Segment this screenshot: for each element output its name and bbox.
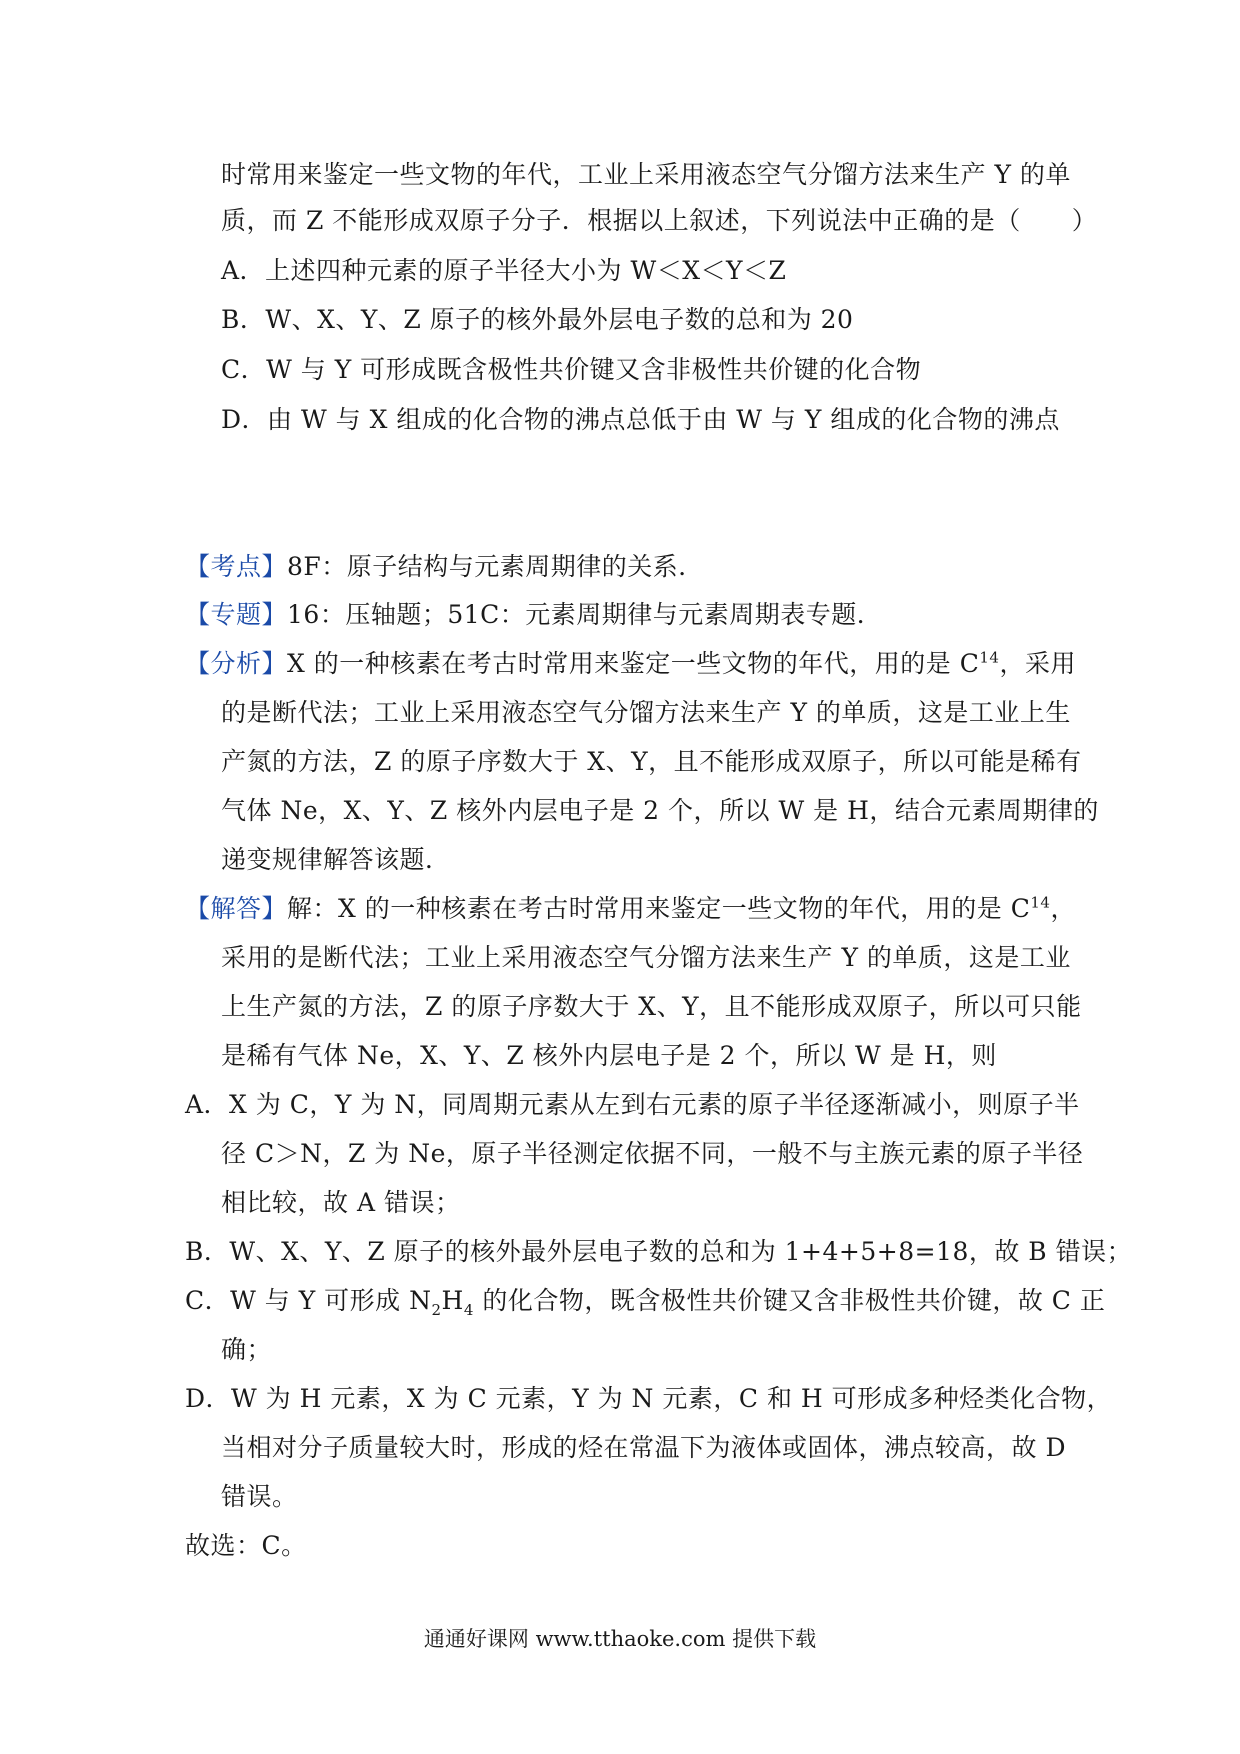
answer-d-line-1: D．W 为 H 元素，X 为 C 元素，Y 为 N 元素，C 和 H 可形成多种烃类化合物， bbox=[185, 1384, 1113, 1413]
answer-a-line-3: 相比较，故 A 错误； bbox=[221, 1188, 461, 1217]
fenxi-line-1 bbox=[185, 647, 1076, 681]
jieda-text-1a: 解：X 的一种核素在考古时常用来鉴定一些文物的年代，用的是 C bbox=[287, 894, 1031, 923]
fenxi-text-1a: X 的一种核素在考古时常用来鉴定一些文物的年代，用的是 C bbox=[287, 649, 980, 678]
option-b: B．W、X、Y、Z 原子的核外最外层电子数的总和为 20 bbox=[221, 305, 854, 334]
kaodian-line bbox=[185, 550, 704, 584]
answer-c-subscript-1: 2 bbox=[431, 1301, 442, 1319]
fenxi-line-5: 递变规律解答该题． bbox=[221, 845, 451, 874]
fenxi-text-1b: ，采用 bbox=[999, 649, 1076, 678]
answer-c-text-a: C．W 与 Y 可形成 N bbox=[185, 1286, 432, 1315]
jieda-text-1b: ， bbox=[1050, 894, 1076, 923]
footer-credit: 通通好课网 www.tthaoke.com 提供下载 bbox=[423, 1627, 817, 1651]
zhuanti-text: 16：压轴题；51C：元素周期律与元素周期表专题． bbox=[287, 600, 883, 629]
fenxi-line-3: 产氮的方法，Z 的原子序数大于 X、Y，且不能形成双原子，所以可能是稀有 bbox=[221, 747, 1082, 776]
jieda-line-1 bbox=[185, 892, 1076, 926]
answer-c-line-2: 确； bbox=[221, 1335, 273, 1364]
jieda-line-3: 上生产氮的方法，Z 的原子序数大于 X、Y，且不能形成双原子，所以可只能 bbox=[221, 992, 1082, 1021]
question-line-1: 时常用来鉴定一些文物的年代，工业上采用液态空气分馏方法来生产 Y 的单 bbox=[221, 160, 1071, 189]
answer-d-line-2: 当相对分子质量较大时，形成的烃在常温下为液体或固体，沸点较高，故 D bbox=[221, 1433, 1066, 1462]
zhuanti-tag: 【专题】 bbox=[185, 600, 288, 629]
question-line-2: 质，而 Z 不能形成双原子分子．根据以上叙述，下列说法中正确的是（ ） bbox=[221, 206, 1098, 235]
answer-a-line-1: A．X 为 C，Y 为 N，同周期元素从左到右元素的原子半径逐渐减小，则原子半 bbox=[185, 1090, 1080, 1119]
answer-c-subscript-2: 4 bbox=[463, 1301, 474, 1319]
answer-b-line-1: B．W、X、Y、Z 原子的核外最外层电子数的总和为 1+4+5+8=18，故 B 错误； bbox=[185, 1237, 1133, 1266]
option-c: C．W 与 Y 可形成既含极性共价键又含非极性共价键的化合物 bbox=[221, 355, 922, 384]
answer-d-line-3: 错误。 bbox=[221, 1482, 298, 1511]
kaodian-tag: 【考点】 bbox=[185, 552, 288, 581]
answer-c-text-c: 的化合物，既含极性共价键又含非极性共价键，故 C 正 bbox=[473, 1286, 1106, 1315]
jieda-superscript: 14 bbox=[1030, 893, 1051, 912]
answer-c-text-b: H bbox=[441, 1286, 464, 1315]
jieda-tag: 【解答】 bbox=[185, 894, 288, 923]
fenxi-superscript: 14 bbox=[979, 648, 1000, 667]
jieda-line-2: 采用的是断代法；工业上采用液态空气分馏方法来生产 Y 的单质，这是工业 bbox=[221, 943, 1071, 972]
option-d: D．由 W 与 X 组成的化合物的沸点总低于由 W 与 Y 组成的化合物的沸点 bbox=[221, 405, 1060, 434]
answer-c-line-1 bbox=[185, 1284, 1105, 1318]
zhuanti-line bbox=[185, 598, 882, 632]
jieda-line-4: 是稀有气体 Ne，X、Y、Z 核外内层电子是 2 个，所以 W 是 H，则 bbox=[221, 1041, 997, 1070]
fenxi-line-4: 气体 Ne，X、Y、Z 核外内层电子是 2 个，所以 W 是 H，结合元素周期律的 bbox=[221, 796, 1099, 825]
kaodian-text: 8F：原子结构与元素周期律的关系． bbox=[287, 552, 704, 581]
fenxi-line-2: 的是断代法；工业上采用液态空气分馏方法来生产 Y 的单质，这是工业上生 bbox=[221, 698, 1071, 727]
conclusion-line: 故选：C。 bbox=[185, 1531, 307, 1560]
answer-a-line-2: 径 C＞N，Z 为 Ne，原子半径测定依据不同，一般不与主族元素的原子半径 bbox=[221, 1139, 1084, 1168]
option-a: A．上述四种元素的原子半径大小为 W＜X＜Y＜Z bbox=[221, 256, 787, 285]
fenxi-tag: 【分析】 bbox=[185, 649, 288, 678]
